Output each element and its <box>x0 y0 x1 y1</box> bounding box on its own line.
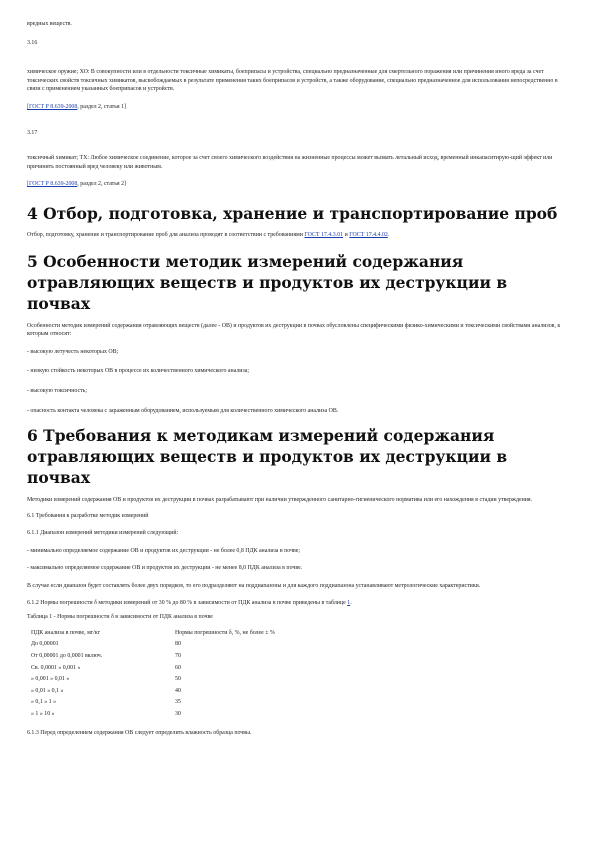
norms-table <box>31 628 275 721</box>
table-cell: 40 <box>175 687 181 694</box>
term-number: 3.16 <box>27 39 38 46</box>
term-reference <box>27 103 566 112</box>
table-cell: 60 <box>175 664 181 671</box>
table-row <box>31 686 275 698</box>
table-cell: От 0,00001 до 0,0001 включ. <box>31 653 103 660</box>
table-caption: Таблица 1 - Нормы погрешности δ в зависимости от ПДК анализа в почве <box>27 614 213 621</box>
paragraph-text: . <box>350 599 352 606</box>
subsection-heading: 6.1.1 Диапазон измерений методики измерений следующий: <box>27 530 179 537</box>
gost-link[interactable]: [ГОСТ Р 8.639-2008 <box>27 103 78 110</box>
section-paragraph: 6.1.3 Перед определением содержания ОВ следует определить влажность образца почвы. <box>27 729 252 736</box>
section-heading: 6 Требования к методикам измерений содержания отравляющих веществ и продуктов их деструкции в почвах <box>27 426 508 488</box>
table-cell: 80 <box>175 641 181 648</box>
table-row <box>31 639 275 651</box>
table-row <box>31 651 275 663</box>
list-item: - максимально определяемое содержание ОВ и продуктов их деструкции - не менее 8,0 ПДК анализа в почве. <box>27 565 303 572</box>
table-cell: » 1 » 10 » <box>31 711 55 717</box>
top-fragment: вредных веществ. <box>27 21 72 27</box>
table-cell: 35 <box>175 699 181 706</box>
reference-tail: , раздел 2, статья 2] <box>77 181 127 188</box>
reference-tail: , раздел 2, статья 1] <box>77 103 127 110</box>
table-link[interactable]: 1 <box>347 599 351 606</box>
list-item: - высокую токсичность; <box>27 387 87 394</box>
paragraph-text: . <box>387 231 390 238</box>
table-cell: 50 <box>175 676 181 683</box>
section-paragraph: В случае если диапазон будет составлять более двух порядков, то его подразделяют на поддиапазоны и для каждого поддиапазона устанавливают метрологические характеристики. <box>27 583 481 590</box>
term-definition: химическое оружие; ХО: В совокупности или в отдельности токсичные химикаты, боеприпасы и устройства, специально предназначенные для смертельного поражения или причинения иного вреда за счет токсических свойств токсичных химикатов, высвобождаемых в результате применения таких боеприпасов и устройств, а также оборудование, специально предназначенное для использования непосредственно в связи с применением указанных боеприпасов и устройств. <box>27 69 558 93</box>
gost-link[interactable]: [ГОСТ Р 8.639-2008 <box>27 181 78 188</box>
subsection-heading: 6.1 Требования к разработке методик измерений <box>27 512 149 519</box>
section-paragraph: Методики измерений содержания ОВ и продуктов их деструкции в почвах разрабатывают при наличии утвержденного санитарно-гигиенического норматива или его нахождения в стадии утверждения. <box>27 497 533 504</box>
list-item: - высокую летучесть некоторых ОВ; <box>27 348 119 355</box>
section-paragraph <box>27 231 566 240</box>
gost-link[interactable]: ГОСТ 17.4.4.02 <box>349 231 388 238</box>
table-cell: » 0,01 » 0,1 » <box>31 687 64 694</box>
section-paragraph <box>27 599 566 608</box>
table-cell: До 0,00001 <box>31 641 59 648</box>
list-item: - низкую стойкость некоторых ОВ в процессе их количественного химического анализа; <box>27 368 250 375</box>
term-definition: токсичный химикат; ТХ: Любое химическое соединение, которое за счет своего химического воздействия на жизненные процессы может вызвать летальный исход, временный инкапаситирую-щий эффект или причинить постоянный вред человеку или животным. <box>27 155 553 170</box>
list-item: - минимально определяемое содержание ОВ и продуктов их деструкции - не более 0,8 ПДК анализа в почве; <box>27 547 301 554</box>
section-heading: 5 Особенности методик измерений содержания отравляющих веществ и продуктов их деструкции в почвах <box>27 251 508 313</box>
table-header-cell: Нормы погрешности δ, %, не более ± % <box>175 629 275 636</box>
table-row <box>31 663 275 675</box>
table-header-row <box>31 628 275 640</box>
table-header-cell: ПДК анализа в почве, мг/кг <box>31 629 101 636</box>
table-row <box>31 709 275 721</box>
table-cell: Св. 0,0001 » 0,001 » <box>31 664 81 671</box>
paragraph-text: 6.1.2 Нормы погрешности δ методики измерений от 30 % до 80 % в зависимости от ПДК анализа в почве приведены в таблице <box>27 599 348 606</box>
table-cell: 30 <box>175 711 181 717</box>
section-heading: 4 Отбор, подготовка, хранение и транспортирование проб <box>27 203 558 223</box>
table-cell: 70 <box>175 653 181 660</box>
table-row <box>31 697 275 709</box>
table-cell: » 0,1 » 1 » <box>31 699 57 706</box>
term-reference <box>27 180 566 189</box>
paragraph-text: Отбор, подготовку, хранение и транспортирование проб для анализа проводят в соответствии с требованиями <box>27 231 305 238</box>
gost-link[interactable]: ГОСТ 17.4.3.01 <box>304 231 344 238</box>
table-row <box>31 674 275 686</box>
table-cell: » 0,001 » 0,01 » <box>31 676 70 683</box>
paragraph-text: и <box>343 231 350 238</box>
list-item: - опасность контакта человека с зараженным оборудованием, используемым для количественного химического анализа ОВ. <box>27 407 339 414</box>
section-paragraph: Особенности методик измерений содержания отравляющих веществ (далее - ОВ) и продуктов их деструкции в почвах обусловлены специфическими физико-химическими и токсическими свойствами анализов, к которым относят: <box>27 322 561 338</box>
term-number: 3.17 <box>27 129 38 136</box>
